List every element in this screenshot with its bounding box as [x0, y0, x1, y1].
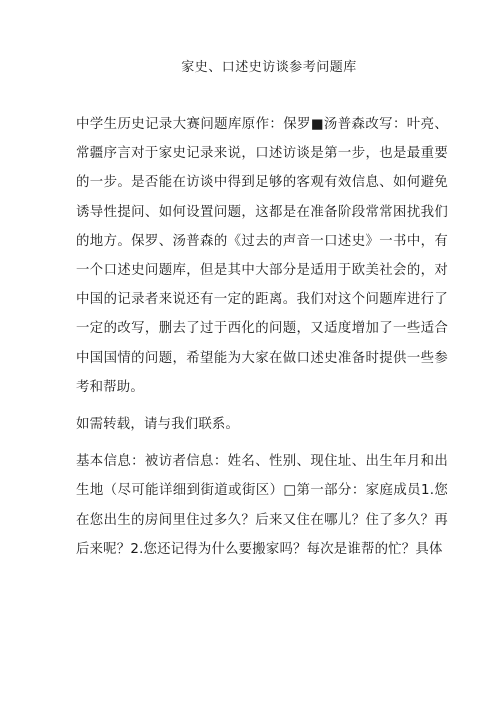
- paragraph-basic-info: 基本信息：被访者信息：姓名、性别、现住址、出生年月和出生地（尽可能详细到街道或街区）□第一部分：家庭成员1.您在您出生的房间里住过多久？后来又住在哪儿？住了多久？再后来呢？2.您还记得为什么要搬家吗？每次是谁帮的忙？具体: [76, 454, 448, 557]
- document-title: 家史、口述史访谈参考问题库: [181, 60, 357, 75]
- paragraph-reprint-notice: 如需转载，请与我们联系。: [76, 417, 240, 433]
- paragraph-intro: 中学生历史记录大赛问题库原作：保罗■汤普森改写：叶亮、常疆序言对于家史记录来说，口述访谈是第一步，也是最重要的一步。是否能在访谈中得到足够的客观有效信息、如何避免诱导性提问、如何设置问题，这都是在准备阶段常常困扰我们的地方。保罗、汤普森的《过去的声音一口述史》一书中，有一个口述史问题库，但是其中大部分是适用于欧美社会的，对中国的记录者来说还有一定的距离。我们对这个问题库进行了一定的改写，删去了过于西化的问题，又适度增加了一些适合中国国情的问题，希望能为大家在做口述史准备时提供一些参考和帮助。: [76, 117, 448, 395]
